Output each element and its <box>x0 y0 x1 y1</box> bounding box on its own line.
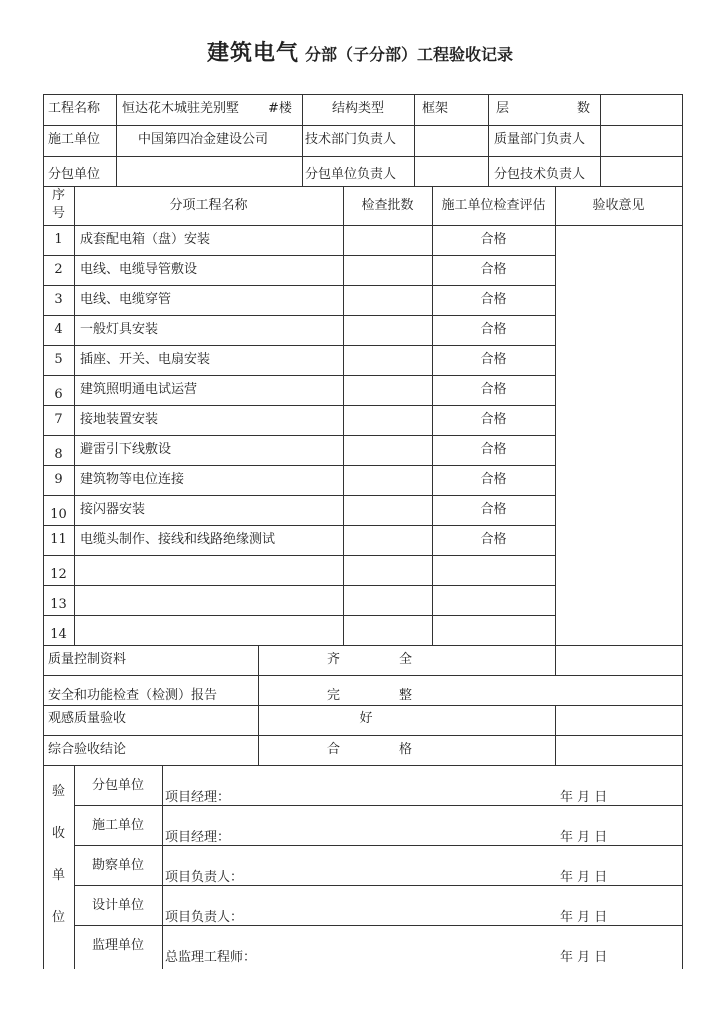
acceptance-side-char: 单 <box>51 868 65 883</box>
grid-line-vertical <box>258 645 259 766</box>
summary-value-1: 合 <box>327 742 341 757</box>
table-row-evaluation: 合格 <box>480 502 507 517</box>
table-row-number: 10 <box>50 507 67 522</box>
table-row-item-name: 避雷引下线敷设 <box>80 442 172 457</box>
table-row-item-name: 成套配电箱（盘）安装 <box>80 232 211 247</box>
table-row-evaluation: 合格 <box>480 472 507 487</box>
quality-head-label: 质量部门负责人 <box>494 132 586 147</box>
grid-line-vertical <box>414 94 415 187</box>
signature-role: 项目负责人： <box>165 910 244 925</box>
grid-line-horizontal <box>43 156 683 157</box>
table-row-number: 1 <box>54 232 63 247</box>
floors-label-1: 层 <box>496 101 510 116</box>
grid-line-vertical <box>555 705 556 766</box>
summary-value-2: 格 <box>399 742 413 757</box>
table-row-number: 3 <box>54 292 63 307</box>
acceptance-unit: 设计单位 <box>91 898 144 913</box>
table-row-item-name: 电线、电缆导管敷设 <box>80 262 198 277</box>
grid-line-horizontal <box>43 495 556 496</box>
signature-date: 年 月 日 <box>560 790 608 805</box>
grid-line-horizontal <box>43 375 556 376</box>
acceptance-side-char: 位 <box>51 910 65 925</box>
table-row-number: 12 <box>50 567 67 582</box>
batches-col-header: 检查批数 <box>361 198 414 213</box>
grid-line-horizontal <box>43 675 683 676</box>
grid-line-horizontal <box>43 315 556 316</box>
seq-col-header-1: 序 <box>51 188 65 203</box>
floors-label-2: 数 <box>577 101 591 116</box>
sub-unit-label: 分包单位 <box>48 167 101 182</box>
signature-role: 项目负责人： <box>165 870 244 885</box>
building-number: #楼 <box>268 101 292 116</box>
table-row-item-name: 建筑照明通电试运营 <box>80 382 198 397</box>
table-row-number: 13 <box>50 597 67 612</box>
summary-value-1: 完 <box>327 688 341 703</box>
signature-role: 总监理工程师： <box>165 950 257 965</box>
opinion-col-header: 验收意见 <box>592 198 645 213</box>
contractor-label: 施工单位 <box>48 132 101 147</box>
grid-line-vertical <box>600 94 601 187</box>
table-row-evaluation: 合格 <box>480 292 507 307</box>
table-row-number: 2 <box>54 262 63 277</box>
acceptance-side-char: 验 <box>51 784 65 799</box>
grid-line-horizontal <box>43 285 556 286</box>
grid-line-horizontal <box>43 765 683 766</box>
structure-type-label: 结构类型 <box>331 101 384 116</box>
title-main: 建筑电气 <box>206 40 299 66</box>
sub-head-label: 分包单位负责人 <box>305 167 397 182</box>
table-row-evaluation: 合格 <box>480 412 507 427</box>
table-row-item-name: 建筑物等电位连接 <box>80 472 185 487</box>
signature-role: 项目经理： <box>165 830 231 845</box>
name-col-header: 分项工程名称 <box>169 198 248 213</box>
summary-value: 好 <box>359 711 373 726</box>
summary-value-2: 全 <box>399 652 413 667</box>
grid-line-horizontal <box>43 585 556 586</box>
acceptance-side-char: 收 <box>51 826 65 841</box>
table-row-number: 8 <box>54 447 63 462</box>
table-row-number: 11 <box>50 532 67 547</box>
structure-type-value: 框架 <box>422 101 449 116</box>
grid-line-horizontal <box>43 94 683 95</box>
table-row-evaluation: 合格 <box>480 262 507 277</box>
table-row-item-name: 电缆头制作、接线和线路绝缘测试 <box>80 532 276 547</box>
grid-line-horizontal <box>43 705 683 706</box>
acceptance-unit: 施工单位 <box>91 818 144 833</box>
table-row-evaluation: 合格 <box>480 442 507 457</box>
table-row-evaluation: 合格 <box>480 532 507 547</box>
signature-date: 年 月 日 <box>560 870 608 885</box>
table-row-evaluation: 合格 <box>480 382 507 397</box>
table-row-item-name: 接闪器安装 <box>80 502 146 517</box>
grid-line-horizontal <box>43 465 556 466</box>
grid-line-horizontal <box>43 225 683 226</box>
table-row-item-name: 插座、开关、电扇安装 <box>80 352 211 367</box>
acceptance-unit: 勘察单位 <box>91 858 144 873</box>
grid-line-horizontal <box>43 125 683 126</box>
table-row-number: 9 <box>54 472 63 487</box>
grid-line-vertical <box>302 94 303 187</box>
summary-label: 质量控制资料 <box>48 652 127 667</box>
table-row-evaluation: 合格 <box>480 352 507 367</box>
project-name-label: 工程名称 <box>48 101 101 116</box>
tech-head-label: 技术部门负责人 <box>305 132 397 147</box>
project-name-value: 恒达花木城驻羌别墅 <box>122 101 240 116</box>
summary-label: 综合验收结论 <box>48 742 127 757</box>
grid-line-horizontal <box>43 615 556 616</box>
contractor-value: 中国第四冶金建设公司 <box>138 132 269 147</box>
grid-line-vertical <box>162 765 163 969</box>
table-row-evaluation: 合格 <box>480 232 507 247</box>
grid-line-horizontal <box>43 555 556 556</box>
grid-line-vertical <box>488 94 489 187</box>
grid-line-horizontal <box>43 405 556 406</box>
table-row-item-name: 电线、电缆穿管 <box>80 292 172 307</box>
grid-line-vertical <box>116 94 117 187</box>
table-row-number: 4 <box>54 322 63 337</box>
grid-line-vertical <box>555 186 556 676</box>
summary-label: 观感质量验收 <box>48 711 127 726</box>
signature-date: 年 月 日 <box>560 830 608 845</box>
table-row-number: 14 <box>50 627 67 642</box>
title-sub: 分部（子分部）工程验收记录 <box>305 45 514 64</box>
grid-line-horizontal <box>43 186 683 187</box>
grid-line-horizontal <box>43 735 683 736</box>
table-row-number: 5 <box>54 352 63 367</box>
grid-line-horizontal <box>43 525 556 526</box>
signature-date: 年 月 日 <box>560 950 608 965</box>
signature-date: 年 月 日 <box>560 910 608 925</box>
summary-value-1: 齐 <box>327 652 341 667</box>
grid-line-horizontal <box>43 435 556 436</box>
table-row-evaluation: 合格 <box>480 322 507 337</box>
seq-col-header-2: 号 <box>51 206 65 221</box>
grid-line-horizontal <box>43 255 556 256</box>
summary-label: 安全和功能检查（检测）报告 <box>48 688 218 703</box>
document-title <box>0 36 720 67</box>
summary-value-2: 整 <box>399 688 413 703</box>
acceptance-unit: 分包单位 <box>91 778 144 793</box>
sub-tech-head-label: 分包技术负责人 <box>494 167 586 182</box>
signature-role: 项目经理： <box>165 790 231 805</box>
table-row-number: 7 <box>54 412 63 427</box>
acceptance-unit: 监理单位 <box>91 938 144 953</box>
table-row-item-name: 一般灯具安装 <box>80 322 159 337</box>
grid-line-horizontal <box>43 345 556 346</box>
table-row-item-name: 接地装置安装 <box>80 412 159 427</box>
eval-col-header: 施工单位检查评估 <box>441 198 546 213</box>
table-row-number: 6 <box>54 387 63 402</box>
grid-line-horizontal <box>43 645 683 646</box>
